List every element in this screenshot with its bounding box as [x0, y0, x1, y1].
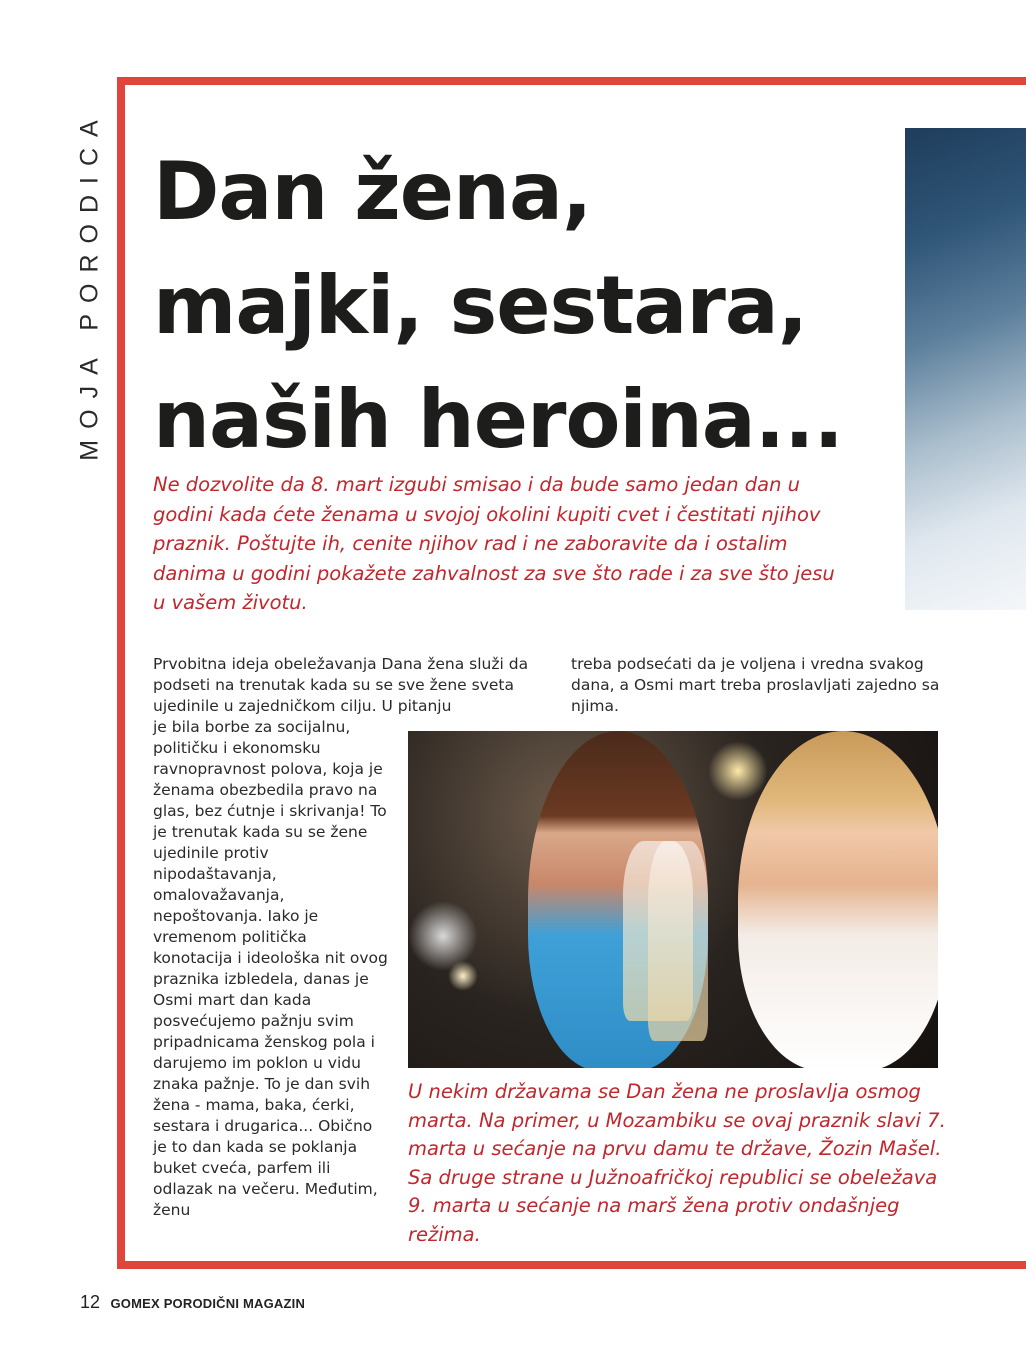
section-label [60, 109, 120, 461]
title-line-2: majki, sestara, [153, 259, 808, 352]
article-photo-women-toasting [408, 731, 938, 1068]
body-column-1-top [153, 654, 531, 717]
title-line-1: Dan žena, [153, 145, 592, 238]
body-column-2 [571, 654, 951, 717]
body-text-col1-rest: je bila borbe za socijalnu, političku i ekonomsku ravnopravnost polova, koja je ženama obezbedila pravo na glas, bez ćutnje i skrivanja! To je trenutak kada su se žene ujedinile protiv nipodaštavanja, omalovažavanja, nepoštovanja. Iako je vremenom politička konotacija i ideološka nit ovog praznika izbledela, danas je Osmi mart dan kada posvećujemo pažnju svim pripadnicama ženskog pola i darujemo im poklon u vidu znaka pažnje. To je dan svih žena - mama, baka, ćerki, sestara i drugarica... Obično je to dan kada se poklanja buket cveća, parfem ili odlazak na večeru. Međutim, ženu [153, 718, 388, 1219]
body-text-col1-top: Prvobitna ideja obeležavanja Dana žena služi da podseti na trenutak kada su se sve žene sveta ujedinile u zajedničkom cilju. U pitanju [153, 655, 529, 715]
magazine-name: GOMEX PORODIČNI MAGAZIN [110, 1296, 306, 1311]
photo-caption: U nekim državama se Dan žena ne proslavlja osmog marta. Na primer, u Mozambiku se ovaj praznik slavi 7. marta u sećanje na prvu damu te države, Žozin Mašel. Sa druge strane u Južnoafričkoj republici se obeležava 9. marta u sećanje na marš žena protiv ondašnjeg režima. [408, 1080, 946, 1246]
title-line-3: naših heroina... [153, 373, 843, 466]
article-title [153, 135, 873, 477]
section-label-text: MOJA PORODICA [75, 109, 104, 461]
body-text-col2: treba podsećati da je voljena i vredna svakog dana, a Osmi mart treba proslavljati zajedno sa njima. [571, 655, 940, 715]
page-number: 12 [80, 1292, 101, 1312]
decorative-photo-top-right [905, 128, 1026, 610]
body-column-1-rest [153, 717, 389, 1221]
page-footer [80, 1292, 305, 1313]
article-lead: Ne dozvolite da 8. mart izgubi smisao i da bude samo jedan dan u godini kada ćete ženama u svojoj okolini kupiti cvet i čestitati njihov praznik. Poštujte ih, cenite njihov rad i ne zaboravite da i ostalim danima u godini pokažete zahvalnost za sve što rade i za sve što jesu u vašem životu. [153, 473, 835, 614]
